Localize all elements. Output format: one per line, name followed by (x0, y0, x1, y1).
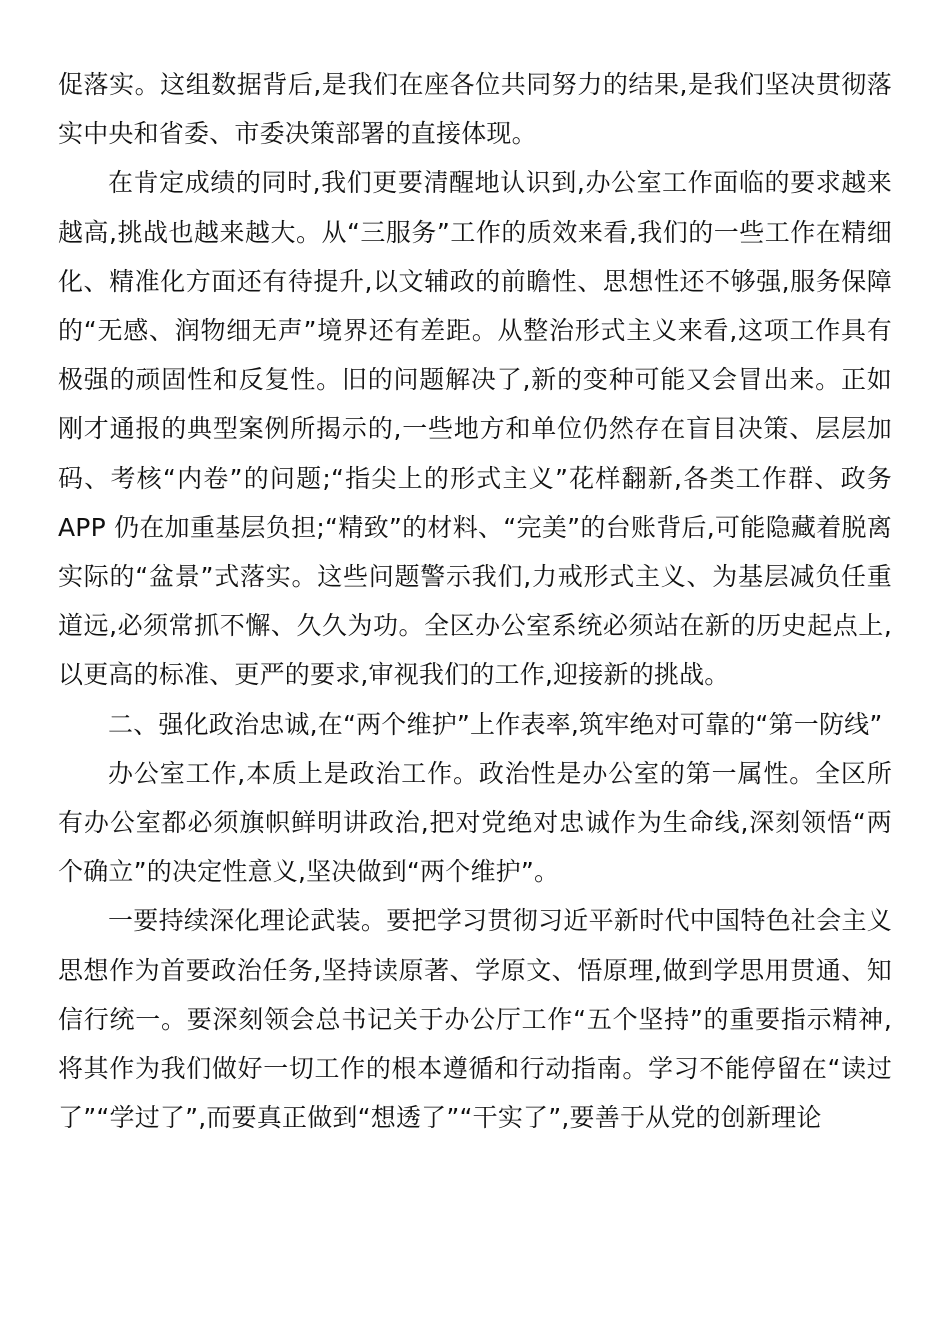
paragraph-continuation: 促落实。这组数据背后,是我们在座各位共同努力的结果,是我们坚决贯彻落实中央和省委、市委决策部署的直接体现。 (58, 70, 892, 149)
section-heading-two: 二、强化政治忠诚,在“两个维护”上作表率,筑牢绝对可靠的“第一防线” (108, 709, 883, 739)
document-page (58, 60, 892, 1142)
paragraph-theory-study: 一要持续深化理论武装。要把学习贯彻习近平新时代中国特色社会主义思想作为首要政治任务,坚持读原著、学原文、悟原理,做到学思用贯通、知信行统一。要深刻领会总书记关于办公厅工作“五个坚持”的重要指示精神,将其作为我们做好一切工作的根本遵循和行动指南。学习不能停留在“读过了”“学过了”,而要真正做到“想透了”“干实了”,要善于从党的创新理论 (58, 906, 892, 1133)
paragraph-challenges: 在肯定成绩的同时,我们更要清醒地认识到,办公室工作面临的要求越来越高,挑战也越来越大。从“三服务”工作的质效来看,我们的一些工作在精细化、精准化方面还有待提升,以文辅政的前瞻性、思想性还不够强,服务保障的“无感、润物细无声”境界还有差距。从整治形式主义来看,这项工作具有极强的顽固性和反复性。旧的问题解决了,新的变种可能又会冒出来。正如刚才通报的典型案例所揭示的,一些地方和单位仍然存在盲目决策、层层加码、考核“内卷”的问题;“指尖上的形式主义”花样翻新,各类工作群、政务 APP 仍在加重基层负担;“精致”的材料、“完美”的台账背后,可能隐藏着脱离实际的“盆景”式落实。这些问题警示我们,力戒形式主义、为基层减负任重道远,必须常抓不懈、久久为功。全区办公室系统必须站在新的历史起点上,以更高的标准、更严的要求,审视我们的工作,迎接新的挑战。 (58, 168, 892, 690)
paragraph-political-loyalty: 办公室工作,本质上是政治工作。政治性是办公室的第一属性。全区所有办公室都必须旗帜鲜明讲政治,把对党绝对忠诚作为生命线,深刻领悟“两个确立”的决定性意义,坚决做到“两个维护”。 (58, 758, 892, 887)
